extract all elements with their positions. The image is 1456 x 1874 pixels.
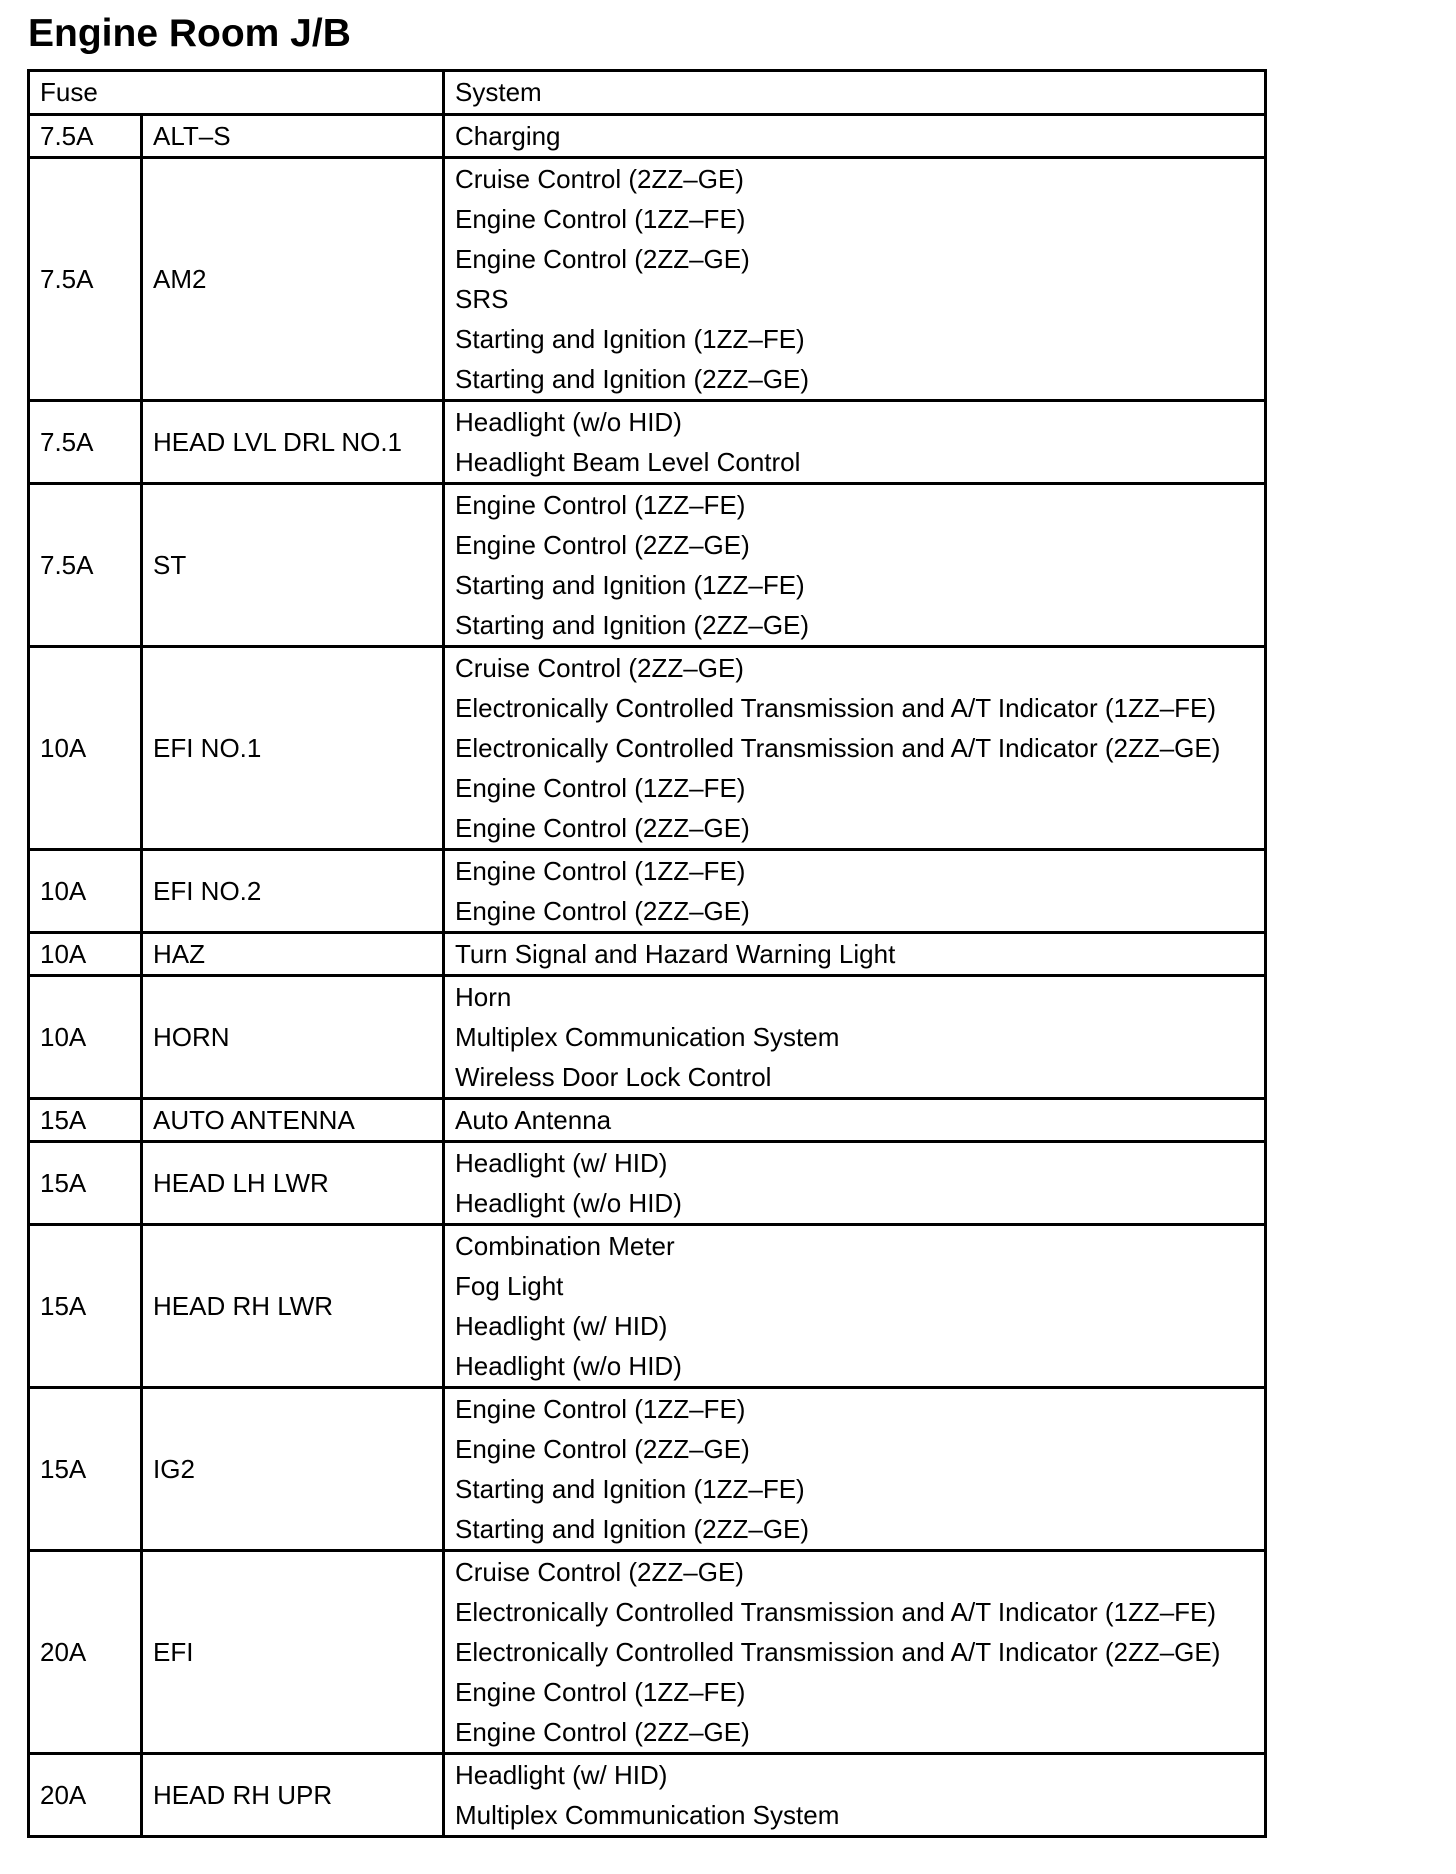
fuse-amperage: 10A: [29, 647, 142, 850]
system-item: Wireless Door Lock Control: [455, 1062, 772, 1092]
system-list: [444, 1388, 1266, 1551]
system-item: Engine Control (2ZZ–GE): [455, 1434, 750, 1464]
system-item: Engine Control (2ZZ–GE): [455, 813, 750, 843]
table-row: [29, 115, 1266, 158]
system-item: Cruise Control (2ZZ–GE): [455, 653, 744, 683]
fuse-amperage: 10A: [29, 976, 142, 1099]
system-list: [444, 1225, 1266, 1388]
system-item: Starting and Ignition (2ZZ–GE): [455, 364, 810, 394]
header-fuse: Fuse: [29, 71, 444, 115]
system-list: [444, 401, 1266, 484]
table-row: [29, 1225, 1266, 1388]
system-item: Engine Control (1ZZ–FE): [455, 856, 746, 886]
fuse-name: HEAD RH UPR: [142, 1754, 444, 1837]
system-item: Starting and Ignition (1ZZ–FE): [455, 570, 805, 600]
fuse-name: HEAD LVL DRL NO.1: [142, 401, 444, 484]
fuse-name: HAZ: [142, 933, 444, 976]
system-list: [444, 647, 1266, 850]
system-item: Headlight (w/ HID): [455, 1148, 668, 1178]
fuse-name: EFI NO.2: [142, 850, 444, 933]
table-row: [29, 976, 1266, 1099]
system-item: Engine Control (1ZZ–FE): [455, 773, 746, 803]
system-list: [444, 158, 1266, 401]
fuse-amperage: 7.5A: [29, 401, 142, 484]
system-item: Starting and Ignition (1ZZ–FE): [455, 1474, 805, 1504]
fuse-name: AM2: [142, 158, 444, 401]
system-list: [444, 850, 1266, 933]
page-title: Engine Room J/B: [28, 12, 351, 55]
fuse-amperage: 15A: [29, 1099, 142, 1142]
table-row: [29, 1754, 1266, 1837]
system-list: [444, 1551, 1266, 1754]
fuse-name: AUTO ANTENNA: [142, 1099, 444, 1142]
fuse-name: ALT–S: [142, 115, 444, 158]
system-item: Auto Antenna: [455, 1105, 612, 1135]
fuse-amperage: 7.5A: [29, 484, 142, 647]
fuse-amperage: 20A: [29, 1754, 142, 1837]
system-list: [444, 1754, 1266, 1837]
system-item: Turn Signal and Hazard Warning Light: [455, 939, 896, 969]
table-row: [29, 1142, 1266, 1225]
fuse-amperage: 10A: [29, 850, 142, 933]
system-item: Engine Control (1ZZ–FE): [455, 1677, 746, 1707]
fuse-amperage: 7.5A: [29, 158, 142, 401]
system-item: Engine Control (2ZZ–GE): [455, 896, 750, 926]
system-item: Multiplex Communication System: [455, 1022, 840, 1052]
table-row: [29, 647, 1266, 850]
fuse-amperage: 7.5A: [29, 115, 142, 158]
table-row: [29, 1099, 1266, 1142]
fuse-table: [27, 69, 1267, 1838]
system-item: Electronically Controlled Transmission and A/T Indicator (1ZZ–FE): [455, 1597, 1217, 1627]
system-item: Engine Control (2ZZ–GE): [455, 244, 750, 274]
system-item: Electronically Controlled Transmission and A/T Indicator (2ZZ–GE): [455, 733, 1221, 763]
system-item: Electronically Controlled Transmission and A/T Indicator (2ZZ–GE): [455, 1637, 1221, 1667]
system-list: [444, 115, 1266, 158]
table-row: [29, 1551, 1266, 1754]
system-item: Engine Control (2ZZ–GE): [455, 530, 750, 560]
system-item: Charging: [455, 121, 561, 151]
table-row: [29, 1388, 1266, 1551]
system-item: Cruise Control (2ZZ–GE): [455, 1557, 744, 1587]
fuse-table-body: [29, 115, 1266, 1837]
fuse-amperage: 20A: [29, 1551, 142, 1754]
system-item: Starting and Ignition (1ZZ–FE): [455, 324, 805, 354]
system-list: [444, 1142, 1266, 1225]
header-system: System: [444, 71, 1266, 115]
system-list: [444, 1099, 1266, 1142]
system-item: SRS: [455, 284, 509, 314]
fuse-amperage: 10A: [29, 933, 142, 976]
system-list: [444, 933, 1266, 976]
fuse-name: HORN: [142, 976, 444, 1099]
system-item: Cruise Control (2ZZ–GE): [455, 164, 744, 194]
system-item: Fog Light: [455, 1271, 564, 1301]
fuse-amperage: 15A: [29, 1142, 142, 1225]
fuse-name: EFI NO.1: [142, 647, 444, 850]
fuse-name: EFI: [142, 1551, 444, 1754]
system-item: Engine Control (1ZZ–FE): [455, 490, 746, 520]
system-item: Multiplex Communication System: [455, 1800, 840, 1830]
fuse-name: HEAD RH LWR: [142, 1225, 444, 1388]
table-row: [29, 850, 1266, 933]
system-item: Engine Control (1ZZ–FE): [455, 204, 746, 234]
system-item: Engine Control (2ZZ–GE): [455, 1717, 750, 1747]
system-item: Horn: [455, 982, 512, 1012]
fuse-amperage: 15A: [29, 1388, 142, 1551]
system-item: Headlight Beam Level Control: [455, 447, 801, 477]
system-item: Engine Control (1ZZ–FE): [455, 1394, 746, 1424]
table-row: [29, 158, 1266, 401]
system-item: Combination Meter: [455, 1231, 675, 1261]
table-row: [29, 484, 1266, 647]
table-row: [29, 933, 1266, 976]
system-item: Starting and Ignition (2ZZ–GE): [455, 1514, 810, 1544]
system-list: [444, 976, 1266, 1099]
system-item: Headlight (w/ HID): [455, 1760, 668, 1790]
system-item: Headlight (w/o HID): [455, 407, 682, 437]
fuse-amperage: 15A: [29, 1225, 142, 1388]
system-item: Headlight (w/ HID): [455, 1311, 668, 1341]
system-item: Starting and Ignition (2ZZ–GE): [455, 610, 810, 640]
table-row: [29, 401, 1266, 484]
system-list: [444, 484, 1266, 647]
system-item: Headlight (w/o HID): [455, 1351, 682, 1381]
fuse-name: IG2: [142, 1388, 444, 1551]
fuse-name: HEAD LH LWR: [142, 1142, 444, 1225]
system-item: Headlight (w/o HID): [455, 1188, 682, 1218]
table-header-row: [29, 71, 1266, 115]
fuse-name: ST: [142, 484, 444, 647]
system-item: Electronically Controlled Transmission and A/T Indicator (1ZZ–FE): [455, 693, 1217, 723]
